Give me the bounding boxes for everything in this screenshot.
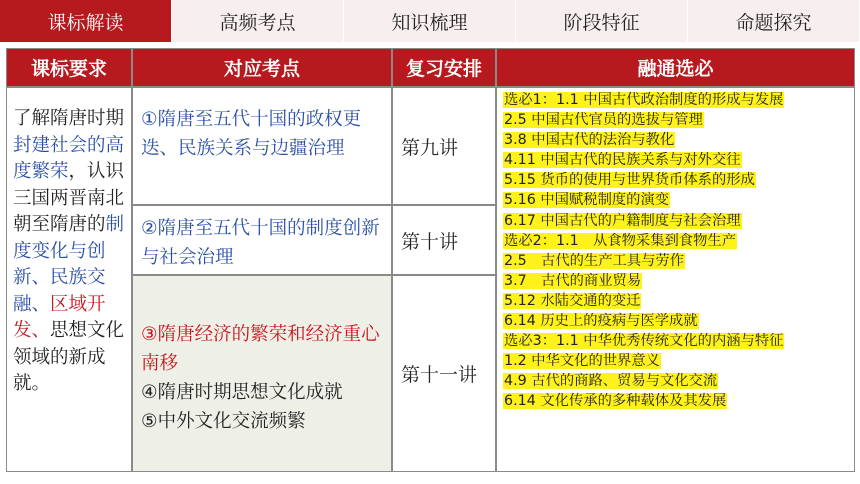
elective-link-item: 选必1：1.1 中国古代政治制度的形成与发展 [504, 92, 784, 108]
elective-link-item: 6.17 中国古代的户籍制度与社会治理 [504, 212, 741, 229]
elective-link-item: 6.14 历史上的疫病与医学成就 [504, 313, 698, 330]
elective-link-item: 1.2 中华文化的世界意义 [504, 353, 660, 370]
exam-point-1: ①隋唐至五代十国的政权更迭、民族关系与边疆治理 [132, 87, 392, 205]
elective-link-item: 3.8 中国古代的法治与教化 [504, 132, 675, 149]
elective-link-item: 5.12 水陆交通的变迁 [504, 292, 641, 309]
tab-high-frequency-points[interactable]: 高频考点 [172, 0, 344, 42]
tab-stage-features[interactable]: 阶段特征 [516, 0, 688, 42]
elective-link-item: 5.16 中国赋税制度的演变 [504, 192, 670, 209]
requirement-text-1: 了解隋唐时期 [13, 108, 125, 129]
elective-link-item: 2.5 中国古代官员的选拔与管理 [504, 112, 703, 129]
tab-curriculum-interpretation[interactable]: 课标解读 [0, 0, 172, 42]
exam-point-5: ⑤中外文化交流频繁 [141, 411, 306, 432]
requirement-cell [6, 87, 132, 472]
requirement-text-6: 思想文化领域的新成就。 [13, 320, 125, 394]
elective-link-item: 选必3：1.1 中华优秀传统文化的内涵与特征 [504, 333, 784, 350]
elective-link-item: 4.9 古代的商路、贸易与文化交流 [504, 373, 718, 390]
exam-point-3-cell [132, 275, 392, 472]
tab-question-exploration[interactable]: 命题探究 [688, 0, 860, 42]
exam-point-3: ③隋唐经济的繁荣和经济重心南移 [141, 324, 380, 374]
elective-link-item: 4.11 中国古代的民族关系与对外交往 [504, 152, 741, 169]
curriculum-table [6, 48, 855, 472]
elective-link-item: 5.15 货币的使用与世界货币体系的形成 [504, 172, 755, 189]
requirement-text-2: 封建社会的高度繁荣 [13, 134, 125, 182]
elective-link-item: 2.5 古代的生产工具与劳作 [504, 252, 685, 269]
top-tab-bar [0, 0, 860, 42]
elective-link-item: 6.14 文化传承的多种载体及其发展 [504, 393, 727, 410]
exam-point-4: ④隋唐时期思想文化成就 [141, 382, 343, 403]
elective-link-item: 3.7 古代的商业贸易 [504, 272, 642, 289]
header-review-schedule: 复习安排 [392, 48, 496, 87]
lecture-9: 第九讲 [392, 87, 496, 205]
exam-point-2: ②隋唐至五代十国的制度创新与社会治理 [132, 205, 392, 275]
elective-links-cell [496, 87, 855, 472]
lecture-11: 第十一讲 [392, 275, 496, 472]
header-requirement: 课标要求 [6, 48, 132, 87]
elective-link-item: 选必2：1.1 从食物采集到食物生产 [504, 232, 736, 249]
requirement-text-4: 制度变化与创新、民族交融、 [13, 214, 125, 315]
requirement-text-3: ，认识三国两晋南北朝至隋唐的 [13, 161, 125, 235]
header-exam-points: 对应考点 [132, 48, 392, 87]
lecture-10: 第十讲 [392, 205, 496, 275]
requirement-text-5: 区域开发、 [13, 293, 106, 341]
header-elective-links: 融通选必 [496, 48, 855, 87]
tab-knowledge-review[interactable]: 知识梳理 [344, 0, 516, 42]
